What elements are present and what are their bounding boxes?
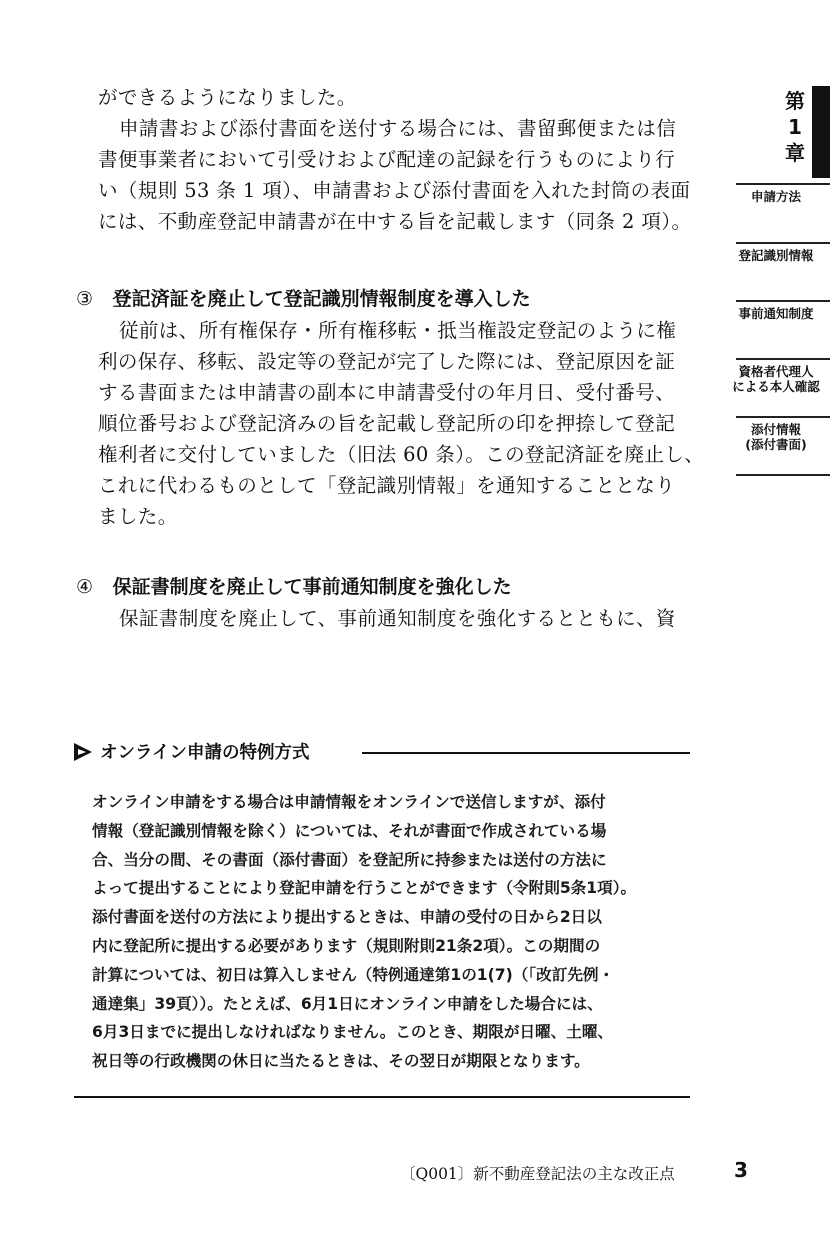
text-line: 書便事業者において引受けおよび配達の記録を行うものにより行	[98, 148, 676, 171]
text-line: ができるようになりました。	[98, 86, 357, 109]
sidebar-item-label: 申請方法	[750, 189, 801, 204]
chapter-char: 章	[785, 141, 805, 165]
text-line: する書面または申請書の副本に申請書受付の年月日、受付番号、	[98, 381, 676, 404]
column-line: 6月3日までに提出しなければなりません。このとき、期限が日曜、土曜、	[92, 1023, 614, 1042]
sidebar-divider	[736, 474, 830, 476]
column-line: オンライン申請をする場合は申請情報をオンラインで送信しますが、添付	[92, 793, 606, 811]
column-title	[72, 739, 309, 764]
text-line: 順位番号および登記済みの旨を記載し登記所の印を押捺して登記	[98, 412, 676, 435]
sidebar-item-registration-id[interactable]	[722, 248, 830, 263]
sidebar-divider	[736, 183, 830, 185]
page-number: 3	[734, 1158, 748, 1182]
main-text	[76, 82, 705, 634]
column-title-text: オンライン申請の特例方式	[100, 743, 310, 763]
sidebar-item-identity-check[interactable]	[722, 364, 830, 394]
paragraph-1	[98, 82, 690, 237]
text-line: ました。	[98, 505, 178, 528]
column-line: 合、当分の間、その書面（添付書面）を登記所に持参または送付の方法に	[92, 850, 607, 869]
text-line: 権利者に交付していました（旧法 60 条）。この登記済証を廃止し、	[98, 443, 705, 466]
sidebar-divider	[736, 358, 830, 360]
sidebar-item-application-method[interactable]	[722, 189, 830, 204]
section-heading	[76, 572, 690, 603]
chapter-label	[782, 88, 808, 166]
sidebar-divider	[736, 416, 830, 418]
column-title-rule	[362, 752, 690, 754]
chapter-char: 第	[785, 89, 805, 113]
section-number: ④	[76, 576, 94, 598]
column-line: 祝日等の行政機関の休日に当たるときは、その翌日が期限となります。	[92, 1052, 590, 1071]
text-line: 保証書制度を廃止して、事前通知制度を強化するとともに、資	[119, 607, 676, 630]
chapter-char: 1	[788, 115, 802, 139]
text-line: には、不動産登記申請書が在中する旨を記載します（同条 2 項）。	[98, 210, 692, 233]
text-line: これに代わるものとして「登記識別情報」を通知することとなり	[98, 474, 676, 497]
triangle-marker-icon	[72, 741, 94, 763]
column-line: 内に登記所に提出する必要があります（規則附則21条2項）。この期間の	[92, 936, 601, 955]
column-line: 計算については、初日は算入しません（特例通達第1の1(7)（「改訂先例・	[92, 965, 615, 984]
sidebar-item-prior-notice[interactable]	[722, 306, 830, 321]
section-heading	[76, 284, 690, 315]
column-line: 通達集」39頁））。たとえば、6月1日にオンライン申請をした場合には、	[92, 994, 603, 1013]
sidebar-item-attached-info[interactable]	[722, 422, 830, 452]
column-body	[92, 788, 686, 1076]
sidebar-divider	[736, 242, 830, 244]
sidebar-item-label: 資格者代理人	[738, 364, 814, 379]
column-line: 情報（登記識別情報を除く）については、それが書面で作成されている場	[92, 821, 607, 840]
chapter-tab-bar	[812, 86, 830, 178]
text-line: 申請書および添付書面を送付する場合には、書留郵便または信	[119, 117, 677, 140]
section-title: 登記済証を廃止して登記識別情報制度を導入した	[112, 288, 531, 310]
column-line: よって提出することにより登記申請を行うことができます（令附則5条1項）。	[92, 879, 637, 898]
section-3	[76, 284, 705, 532]
sidebar-item-label: 添付情報	[750, 422, 801, 437]
sidebar-item-label: (添付書面)	[745, 437, 807, 452]
sidebar-item-label: による本人確認	[732, 379, 820, 394]
column-bottom-rule	[74, 1096, 690, 1098]
text-line: 従前は、所有権保存・所有権移転・抵当権設定登記のように権	[119, 319, 677, 342]
text-line: 利の保存、移転、設定等の登記が完了した際には、登記原因を証	[98, 350, 676, 373]
section-title: 保証書制度を廃止して事前通知制度を強化した	[112, 576, 512, 598]
section-4	[76, 572, 690, 634]
column-line: 添付書面を送付の方法により提出するときは、申請の受付の日から2日以	[92, 908, 602, 927]
sidebar-item-label: 事前通知制度	[738, 306, 814, 321]
section-number: ③	[76, 288, 94, 310]
running-footer: 〔Q001〕新不動産登記法の主な改正点	[400, 1165, 675, 1183]
sidebar-divider	[736, 300, 830, 302]
sidebar-item-label: 登記識別情報	[738, 248, 814, 263]
text-line: い（規則 53 条 1 項）、申請書および添付書面を入れた封筒の表面	[98, 179, 691, 202]
